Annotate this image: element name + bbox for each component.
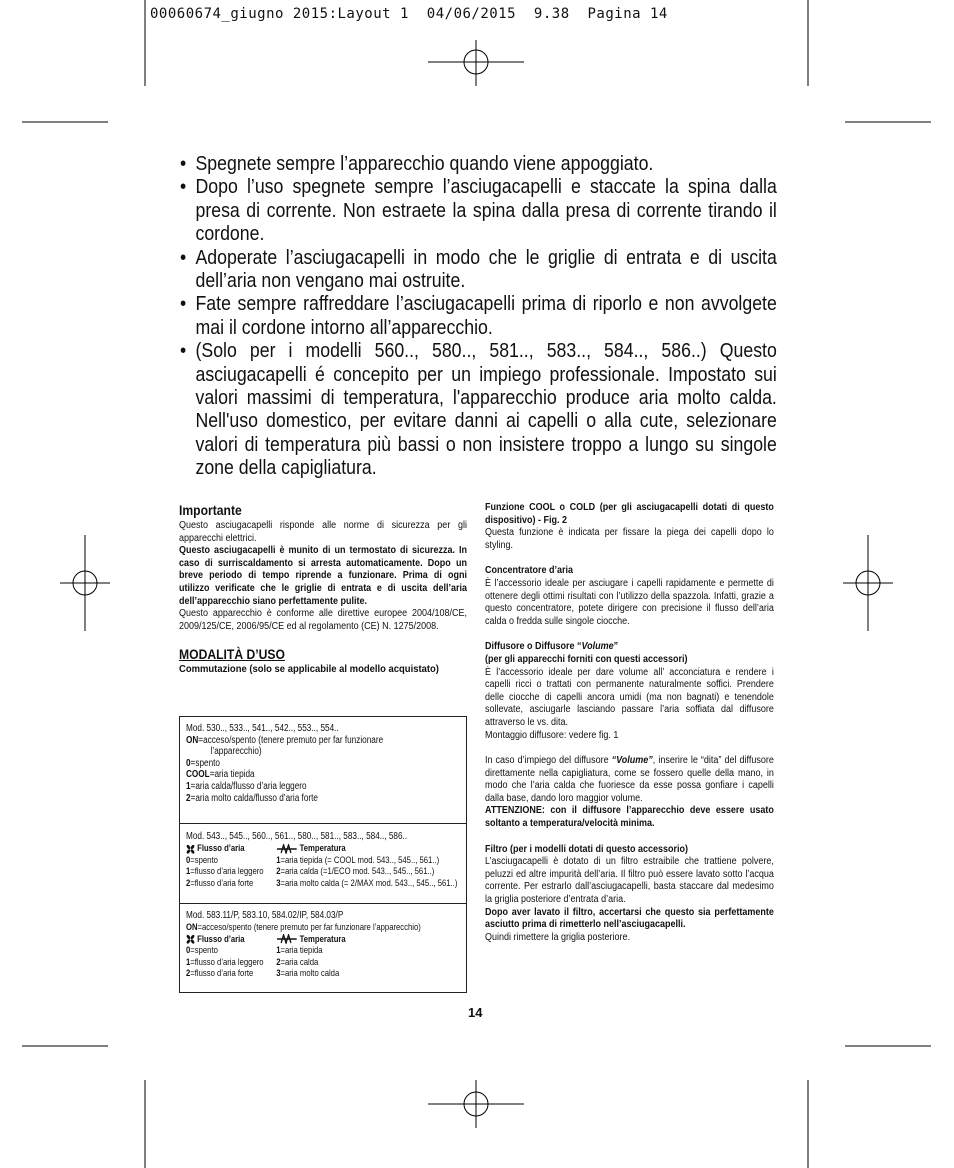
value: =flusso d’aria leggero <box>190 865 264 877</box>
value-on: =acceso/spento (tenere premuto per far funzionare l’apparecchio) <box>197 921 421 933</box>
diffusore-text: È l’accessorio ideale per dare volume all’ acconciatura e rendere i capelli ricci o trattati con permanente naturalmente soffici. Prendere delle ciocche di capelli ancora umidi (ma non bagnati) e tenendole sollevate, asciugarle lasciando passare l’aria soffiata dal diffusore attraverso le vs. dita. <box>485 666 774 728</box>
volume-word: Volume <box>581 641 614 653</box>
heat-icon <box>276 934 297 944</box>
key: 2 <box>186 967 191 979</box>
usage-b: , inserire le “dita” del diffusore direttamente nella capigliatura, come se fossero quelle della mano, in modo che l’aria calda che fuoriesce da esse possa gonfiare i capelli dalla base, dando loro maggior volume. <box>485 755 774 804</box>
key: 3 <box>276 967 281 979</box>
key: 2 <box>186 876 191 888</box>
diffusore-subheading: (per gli apparecchi forniti con questi accessori) <box>485 653 688 665</box>
table-cell-special <box>180 904 466 992</box>
value: =spento <box>190 944 218 956</box>
value: =aria molto calda (= 2/MAX mod. 543.., 545.., 561..) <box>280 876 458 888</box>
key-cool: COOL <box>186 769 210 781</box>
value-0: =spento <box>190 757 220 769</box>
models-line: Mod. 583.11/P, 583.10, 584.02/IP, 584.03/P <box>186 910 344 921</box>
value: =flusso d’aria forte <box>190 967 254 979</box>
left-column <box>179 502 467 685</box>
value-2: =aria molto calda/flusso d’aria forte <box>190 792 318 804</box>
safety-bullets <box>180 152 777 480</box>
table-cell-pro <box>180 824 466 904</box>
registration-mark-top <box>428 40 524 86</box>
commutazione-heading: Commutazione (solo se applicabile al modello acquistato) <box>179 663 439 676</box>
diffusore-attention: ATTENZIONE: con il diffusore l’apparecchio deve essere usato soltanto a temperatura/velocità minima. <box>485 805 774 830</box>
key: 3 <box>276 876 281 888</box>
registration-mark-right <box>843 535 893 631</box>
value: =aria calda (=1/ECO mod. 543.., 545.., 561..) <box>280 865 435 877</box>
value: =flusso d’aria leggero <box>190 955 264 967</box>
key: 1 <box>186 865 191 877</box>
bullet-item: • Fate sempre raffreddare l’asciugacapelli prima di riporlo e non avvolgete mai il cordone intorno all’apparecchio. <box>180 292 777 339</box>
value-cool: =aria tiepida <box>209 769 255 781</box>
key: 2 <box>276 955 281 967</box>
registration-mark-left <box>60 535 110 631</box>
models-line: Mod. 543.., 545.., 560.., 561.., 580.., 581.., 583.., 584.., 586.. <box>186 831 408 842</box>
cool-text: Questa funzione è indicata per fissare la piega dei capelli dopo lo styling. <box>485 527 774 551</box>
switch-table <box>179 716 467 993</box>
flusso-label: Flusso d’aria <box>197 932 245 944</box>
key-on: ON <box>186 921 198 933</box>
importante-conformity: Questo apparecchio è conforme alle direttive europee 2004/108/CE, 2009/125/CE, 2006/95/CE ed al regolamento (CE) N. 1275/2008. <box>179 608 467 632</box>
value: =aria calda <box>280 955 319 967</box>
key: 1 <box>186 955 191 967</box>
value-1: =aria calda/flusso d’aria leggero <box>190 780 307 792</box>
filtro-end: Quindi rimettere la griglia posteriore. <box>485 931 631 943</box>
modalita-heading: MODALITÀ D’USO <box>179 647 285 663</box>
heat-icon <box>276 844 297 854</box>
temperatura-label: Temperatura <box>299 932 346 944</box>
bullet-item: • Spegnete sempre l’apparecchio quando viene appoggiato. <box>180 152 777 175</box>
diffusore-montaggio: Montaggio diffusore: vedere fig. 1 <box>485 729 619 741</box>
page-number: 14 <box>468 1005 483 1020</box>
filtro-warning: Dopo aver lavato il filtro, accertarsi che questo sia perfettamente asciutto prima di rimetterlo nell’asciugacapelli. <box>485 906 774 931</box>
key: 0 <box>186 944 191 956</box>
fan-icon <box>186 934 195 944</box>
value: =spento <box>190 853 218 865</box>
registration-mark-bottom <box>428 1080 524 1128</box>
value: =flusso d’aria forte <box>190 876 254 888</box>
diffusore-heading <box>485 641 774 654</box>
bullet-item: • Dopo l’uso spegnete sempre l’asciugacapelli e staccate la spina dalla presa di corrente. Non estraete la spina dalla presa di corrente tirando il cordone. <box>180 175 777 245</box>
value: =aria tiepida <box>280 944 323 956</box>
concentratore-heading: Concentratore d’aria <box>485 565 574 577</box>
importante-text: Questo asciugacapelli risponde alle norme di sicurezza per gli apparecchi elettrici. <box>179 520 467 544</box>
cool-heading: Funzione COOL o COLD (per gli asciugacapelli dotati di questo dispositivo) - Fig. 2 <box>485 502 774 526</box>
value: =aria molto calda <box>280 967 340 979</box>
value-on-cont: l’apparecchio) <box>210 746 262 758</box>
key-on: ON <box>186 734 199 746</box>
concentratore-text: È l’accessorio ideale per asciugare i capelli rapidamente e permette di ottenere degli ottimi risultati con l’utilizzo della spazzola. Infatti, grazie a questo concentratore, potete dirigere con precisione il flusso dell’aria calda o fredda sulle singole ciocche. <box>485 577 774 627</box>
usage-a: In caso d’impiego del diffusore <box>485 755 612 767</box>
importante-heading: Importante <box>179 503 242 518</box>
temperatura-label: Temperatura <box>299 842 346 854</box>
volume-word: “Volume” <box>611 755 653 767</box>
fan-icon <box>186 844 195 854</box>
table-cell-standard <box>180 717 466 824</box>
filtro-heading: Filtro (per i modelli dotati di questo accessorio) <box>485 843 689 855</box>
filtro-text: L’asciugacapelli è dotato di un filtro estraibile che trattiene polvere, peluzzi ed altre impurità dell’aria. Il filtro può essere lavato sotto l’acqua corrente. Per estrarlo dall’asciugacapelli, basta staccare dal medesimo la griglia posteriore d’entrata d’aria. <box>485 856 774 906</box>
print-header: 00060674_giugno 2015:Layout 1 04/06/2015 9.38 Pagina 14 <box>150 6 668 22</box>
key-0: 0 <box>186 757 191 769</box>
flusso-label: Flusso d’aria <box>197 842 245 854</box>
importante-warning: Questo asciugacapelli è munito di un termostato di sicurezza. In caso di surriscaldamento si arresta automaticamente. Dopo un breve periodo di tempo riprende a funzionare. Prima di ogni utilizzo verificate che le griglie di entrata e di uscita dell’aria dell’apparecchio siano perfettamente pulite. <box>179 545 467 607</box>
bullet-item: • (Solo per i modelli 560.., 580.., 581.., 583.., 584.., 586..) Questo asciugacapelli é concepito per un impiego professionale. Impostato sui valori massimi di temperatura, l'apparecchio produce aria molto calda. Nell'uso domestico, per evitare danni ai capelli o alla cute, selezionare valori di temperatura più bassi o non insistere troppo a lungo su singole zone della capigliatura. <box>180 339 777 479</box>
value-on: =acceso/spento (tenere premuto per far funzionare <box>198 734 384 746</box>
key: 1 <box>276 944 281 956</box>
value: =aria tiepida (= COOL mod. 543.., 545.., 561..) <box>280 853 440 865</box>
key: 0 <box>186 853 191 865</box>
diffusore-heading-a: Diffusore o Diffusore “ <box>485 641 582 653</box>
diffusore-usage <box>485 755 774 805</box>
diffusore-heading-b: ” <box>613 641 619 653</box>
right-column <box>485 502 774 944</box>
bullet-item: • Adoperate l’asciugacapelli in modo che le griglie di entrata e di uscita dell’aria non vengano mai ostruite. <box>180 246 777 293</box>
key: 1 <box>276 853 281 865</box>
key-2: 2 <box>186 792 191 804</box>
key-1: 1 <box>186 780 191 792</box>
models-line: Mod. 530.., 533.., 541.., 542.., 553.., 554.. <box>186 723 339 734</box>
key: 2 <box>276 865 281 877</box>
